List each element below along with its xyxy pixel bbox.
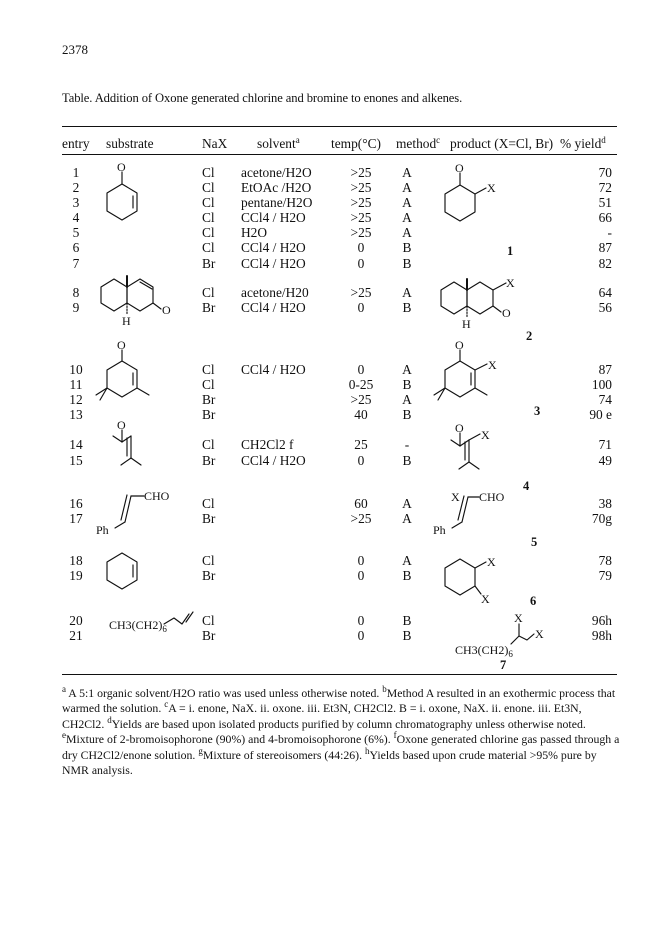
solvent-cell: CCl4 / H2O [241, 240, 306, 255]
header-solvent: solvent$^a$ [257, 135, 300, 151]
header-yield: % yield$^d$ [560, 135, 606, 151]
yield-cell: 87 [598, 240, 612, 255]
product-6-x2-label: X [481, 592, 490, 606]
page-number: 2378 [62, 42, 88, 57]
method-cell: A [402, 392, 412, 407]
nax-cell: Cl [202, 377, 215, 392]
entry-cell: 2 [72, 180, 80, 195]
nax-cell: Cl [202, 195, 215, 210]
header-product: product (X=Cl, Br) [450, 136, 554, 151]
solvent-cell: CCl4 / H2O [241, 300, 306, 315]
method-cell: A [402, 285, 412, 300]
solvent-cell: CCl4 / H2O [241, 362, 306, 377]
substrate-nonene [109, 612, 193, 634]
method-cell: A [402, 553, 412, 568]
solvent-cell: acetone/H2O [241, 165, 312, 180]
entry-cell: 9 [72, 300, 80, 315]
method-cell: A [402, 165, 412, 180]
entry-cell: 5 [72, 225, 80, 240]
product-1-x-label: X [487, 181, 496, 195]
substrate-ph-label: Ph [96, 523, 109, 537]
temp-cell: >25 [350, 225, 372, 240]
table-caption: Table. Addition of Oxone generated chlorine and bromine to enones and alkenes. [62, 91, 463, 105]
nax-cell: Cl [202, 553, 215, 568]
temp-cell: >25 [350, 165, 372, 180]
entry-cell: 12 [69, 392, 83, 407]
nax-cell: Br [202, 568, 216, 583]
method-cell: A [402, 195, 412, 210]
substrate-alkyl-label: $CH3(CH2)_6$ [109, 618, 167, 634]
solvent-cell: CCl4 / H2O [241, 453, 306, 468]
method-cell: B [402, 613, 412, 628]
footnote-mark: h [365, 745, 370, 756]
solvent-cell: EtOAc /H2O [241, 180, 312, 195]
footnote-mark: f [393, 730, 397, 741]
product-7-x1-label: X [514, 611, 523, 625]
method-cell: - [404, 437, 410, 452]
nax-cell: Cl [202, 496, 215, 511]
temp-cell: 0 [357, 553, 365, 568]
temp-cell: >25 [350, 210, 372, 225]
substrate-isophorone [96, 338, 149, 400]
product-5-cho-label: CHO [479, 490, 505, 504]
product-3-o-label: O [455, 338, 464, 352]
substrate-cyclohexene [107, 553, 137, 589]
nax-cell: Cl [202, 240, 215, 255]
footnote-text: Mixture of 2-bromoisophorone (90%) and 4-bromoisophorone (6%). [66, 732, 394, 747]
product-6-x1-label: X [487, 555, 496, 569]
nax-cell: Br [202, 300, 216, 315]
solvent-cell: CCl4 / H2O [241, 256, 306, 271]
yield-cell: 56 [598, 300, 612, 315]
product-3-x-label: X [488, 358, 497, 372]
yield-cell: 49 [598, 453, 612, 468]
temp-cell: 60 [354, 496, 368, 511]
entry-cell: 16 [69, 496, 83, 511]
footnote-text: Oxone generated chlorine gas passed through a dry CH2Cl2/enone solution. [62, 732, 620, 762]
nax-cell: Cl [202, 613, 215, 628]
yield-cell: 78 [598, 553, 612, 568]
method-cell: B [402, 240, 412, 255]
product-2-x-label: X [506, 276, 515, 290]
method-cell: A [402, 362, 412, 377]
octalone-o-label: O [162, 303, 171, 317]
footnote-text: Yields based upon crude material >95% pure by NMR analysis. [62, 747, 597, 778]
nax-cell: Cl [202, 285, 215, 300]
yield-cell: 71 [598, 437, 612, 452]
product-4-o-label: O [455, 421, 464, 435]
yield-cell: 51 [598, 195, 612, 210]
product-4-structure [451, 421, 490, 469]
product-7-structure [455, 611, 544, 659]
product-1-o-label: O [455, 161, 464, 175]
yield-cell: 66 [598, 210, 612, 225]
header-method: method$^c$ [396, 135, 441, 151]
nax-cell: Cl [202, 225, 215, 240]
yield-cell: 82 [598, 256, 612, 271]
footnote-mark: b [382, 684, 387, 694]
substrate-mesityl-oxide [113, 418, 141, 465]
entry-cell: 13 [69, 407, 83, 422]
nax-cell: Cl [202, 362, 215, 377]
entry-cell: 11 [69, 377, 83, 392]
nax-cell: Br [202, 453, 216, 468]
yield-cell: 100 [591, 377, 612, 392]
product-2-h-label: H [462, 317, 471, 331]
nax-cell: Br [202, 407, 216, 422]
product-number-6: 6 [530, 594, 537, 608]
substrate-cyclohexenone [107, 160, 137, 220]
entry-cell: 19 [69, 568, 83, 583]
table-footnotes [62, 686, 622, 778]
yield-cell: 87 [598, 362, 612, 377]
entry-cell: 7 [72, 256, 80, 271]
yield-cell: 64 [598, 285, 612, 300]
nax-cell: Br [202, 256, 216, 271]
header-entry: entry [62, 136, 90, 151]
yield-cell: - [607, 225, 612, 240]
yield-cell: 70g [591, 511, 612, 526]
yield-cell: 74 [598, 392, 612, 407]
temp-cell: >25 [350, 195, 372, 210]
entry-cell: 20 [69, 613, 83, 628]
footnote-mark: e [62, 730, 66, 741]
entry-cell: 14 [69, 437, 83, 452]
entry-cell: 1 [72, 165, 80, 180]
temp-cell: 0 [357, 300, 365, 315]
footnote-mark: a [62, 684, 66, 694]
product-5-ph-label: Ph [433, 523, 446, 537]
product-number-1: 1 [507, 244, 514, 258]
method-cell: B [402, 256, 412, 271]
product-number-5: 5 [531, 535, 538, 549]
product-4-x-label: X [481, 428, 490, 442]
method-cell: B [402, 628, 412, 643]
entry-cell: 15 [69, 453, 83, 468]
footnote-text: Yields are based upon isolated products purified by column chromatography unless otherwise noted. [111, 716, 586, 731]
footnote-text: A = i. enone, NaX. ii. oxone. iii. Et3N, CH2Cl2. B = i. oxone, NaX. ii. enone. iii. Et3N, CH2Cl2. [62, 701, 582, 731]
product-number-2: 2 [526, 329, 533, 343]
temp-cell: 0 [357, 628, 365, 643]
solvent-cell: H2O [241, 225, 268, 240]
footnote-mark: d [107, 714, 112, 725]
nax-cell: Cl [202, 165, 215, 180]
entry-cell: 18 [69, 553, 83, 568]
octalone-h-label: H [122, 314, 131, 328]
product-7-x2-label: X [535, 627, 544, 641]
temp-cell: 25 [354, 437, 368, 452]
yield-cell: 96h [591, 613, 612, 628]
yield-cell: 90 e [589, 407, 612, 422]
yield-cell: 38 [598, 496, 612, 511]
entry-cell: 6 [72, 240, 80, 255]
footnote-text: Method A resulted in an exothermic process that warmed the solution. [62, 686, 616, 716]
mesityl-o-label: O [117, 418, 126, 432]
method-cell: A [402, 225, 412, 240]
substrate-octalone [101, 276, 171, 328]
method-cell: A [402, 210, 412, 225]
temp-cell: 0-25 [348, 377, 374, 392]
isophorone-o-label: O [117, 338, 126, 352]
solvent-cell: CCl4 / H2O [241, 210, 306, 225]
nax-cell: Br [202, 511, 216, 526]
solvent-cell: acetone/H20 [241, 285, 309, 300]
product-2-structure [441, 276, 515, 331]
nax-cell: Cl [202, 180, 215, 195]
entry-cell: 17 [69, 511, 83, 526]
nax-cell: Br [202, 628, 216, 643]
method-cell: B [402, 407, 412, 422]
nax-cell: Cl [202, 210, 215, 225]
temp-cell: 0 [357, 613, 365, 628]
temp-cell: >25 [350, 392, 372, 407]
solvent-cell: pentane/H2O [241, 195, 313, 210]
footnote-mark: c [164, 699, 169, 710]
yield-cell: 79 [598, 568, 612, 583]
header-nax: NaX [202, 136, 228, 151]
footnote-text: Mixture of stereoisomers (44:26). [202, 747, 366, 762]
product-number-3: 3 [534, 404, 541, 418]
solvent-cell: CH2Cl2 f [241, 437, 294, 452]
method-cell: B [402, 377, 412, 392]
entry-cell: 21 [69, 628, 83, 643]
temp-cell: 0 [357, 568, 365, 583]
temp-cell: >25 [350, 285, 372, 300]
entry-cell: 8 [72, 285, 80, 300]
footnote-mark: g [198, 745, 203, 756]
yield-cell: 72 [598, 180, 612, 195]
product-number-7: 7 [500, 658, 507, 672]
method-cell: A [402, 496, 412, 511]
temp-cell: >25 [350, 180, 372, 195]
method-cell: A [402, 511, 412, 526]
temp-cell: >25 [350, 511, 372, 526]
temp-cell: 0 [357, 362, 365, 377]
method-cell: B [402, 453, 412, 468]
product-7-alkyl-label: $CH3(CH2)_6$ [455, 643, 513, 659]
product-5-structure [433, 490, 505, 537]
nax-cell: Br [202, 392, 216, 407]
yield-cell: 98h [591, 628, 612, 643]
temp-cell: 0 [357, 453, 365, 468]
temp-cell: 0 [357, 240, 365, 255]
footnote-text: A 5:1 organic solvent/H2O ratio was used unless otherwise noted. [66, 686, 383, 700]
temp-cell: 40 [354, 407, 368, 422]
method-cell: A [402, 180, 412, 195]
product-5-x-label: X [451, 490, 460, 504]
entry-cell: 3 [72, 195, 80, 210]
method-cell: B [402, 568, 412, 583]
product-6-structure [445, 555, 496, 606]
entry-cell: 4 [72, 210, 80, 225]
temp-cell: 0 [357, 256, 365, 271]
substrate-cho-label: CHO [144, 489, 170, 503]
header-temp: temp(°C) [331, 136, 381, 151]
product-number-4: 4 [523, 479, 530, 493]
nax-cell: Cl [202, 437, 215, 452]
header-substrate: substrate [106, 136, 154, 151]
method-cell: B [402, 300, 412, 315]
product-3-structure [434, 338, 497, 400]
product-1-structure [445, 161, 496, 221]
carbonyl-o-label: O [117, 160, 126, 174]
substrate-cinnamaldehyde [96, 489, 170, 537]
yield-cell: 70 [598, 165, 612, 180]
product-2-o-label: O [502, 306, 511, 320]
entry-cell: 10 [69, 362, 83, 377]
